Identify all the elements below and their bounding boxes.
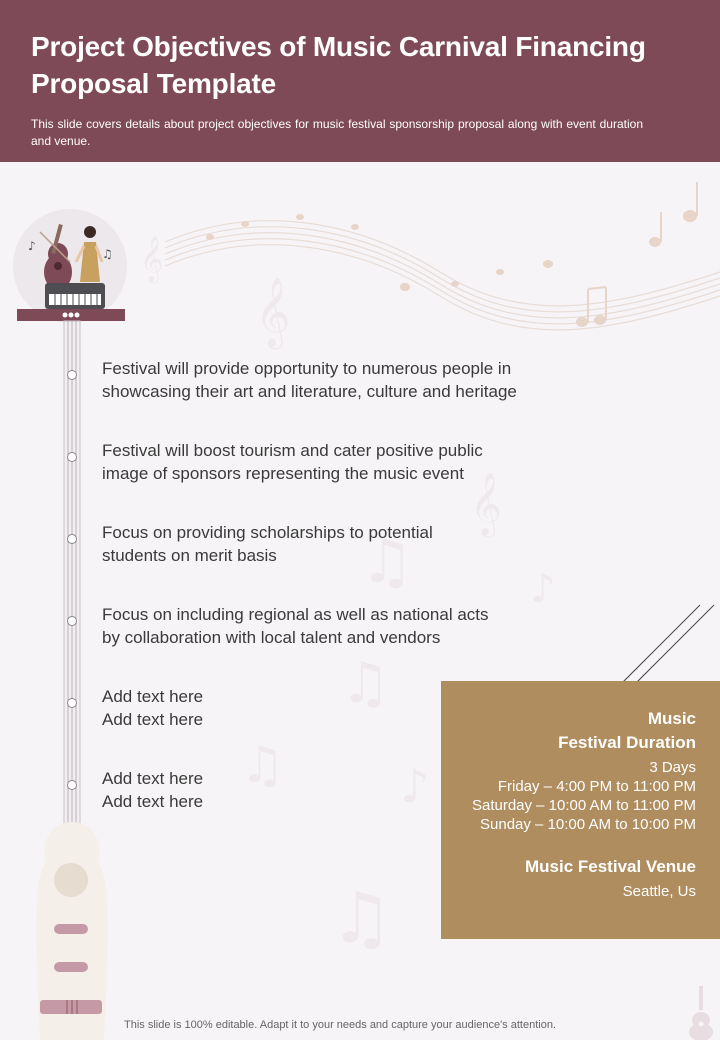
schedule-saturday: Saturday – 10:00 AM to 11:00 PM <box>471 797 696 814</box>
svg-text:♫: ♫ <box>360 527 414 597</box>
duration-heading-line2: Festival Duration <box>558 733 696 752</box>
duration-heading-line1: Music <box>647 709 696 728</box>
schedule-sunday: Sunday – 10:00 AM to 10:00 PM <box>480 816 696 833</box>
svg-text:♫: ♫ <box>240 736 285 794</box>
objective-item-3: Focus on providing scholarships to potential students on merit basis <box>102 523 433 565</box>
svg-text:𝄞: 𝄞 <box>470 472 502 535</box>
small-guitar-icon <box>686 984 716 1040</box>
objective-item-5: Add text here Add text here <box>102 687 204 729</box>
objective-item-6: Add text here Add text here <box>102 769 204 811</box>
svg-text:♪: ♪ <box>530 566 556 612</box>
venue-heading: Music Festival Venue <box>524 857 696 876</box>
duration-days: 3 Days <box>649 759 696 776</box>
page-subtitle: This slide covers details about project objectives for music festival sponsorship proposal along with event duration and venue. <box>31 117 643 148</box>
header-banner <box>0 0 720 162</box>
objective-item-4: Focus on including regional as well as national acts by collaboration with local talent and vendors <box>102 605 489 647</box>
svg-text:♫: ♫ <box>340 651 391 716</box>
page-title: Project Objectives of Music Carnival Financing Proposal Template <box>31 31 646 99</box>
objective-item-2: Festival will boost tourism and cater positive public image of sponsors representing the music event <box>102 441 483 483</box>
objective-item-1: Festival will provide opportunity to numerous people in showcasing their art and literature, culture and heritage <box>102 359 517 401</box>
guitar-neck-icon <box>0 162 200 1040</box>
musician-illustration-icon <box>13 209 127 323</box>
svg-text:♪: ♪ <box>28 239 36 253</box>
svg-text:𝄞: 𝄞 <box>140 236 164 282</box>
schedule-friday: Friday – 4:00 PM to 11:00 PM <box>497 778 696 795</box>
svg-text:𝄞: 𝄞 <box>255 277 291 347</box>
festival-info-box <box>441 681 720 939</box>
venue-value: Seattle, Us <box>622 883 696 900</box>
svg-text:♪: ♪ <box>400 759 430 813</box>
footer-note: This slide is 100% editable. Adapt it to your needs and capture your audience's attention. <box>124 1019 556 1031</box>
svg-text:♫: ♫ <box>330 877 393 959</box>
svg-text:♫: ♫ <box>102 247 113 261</box>
